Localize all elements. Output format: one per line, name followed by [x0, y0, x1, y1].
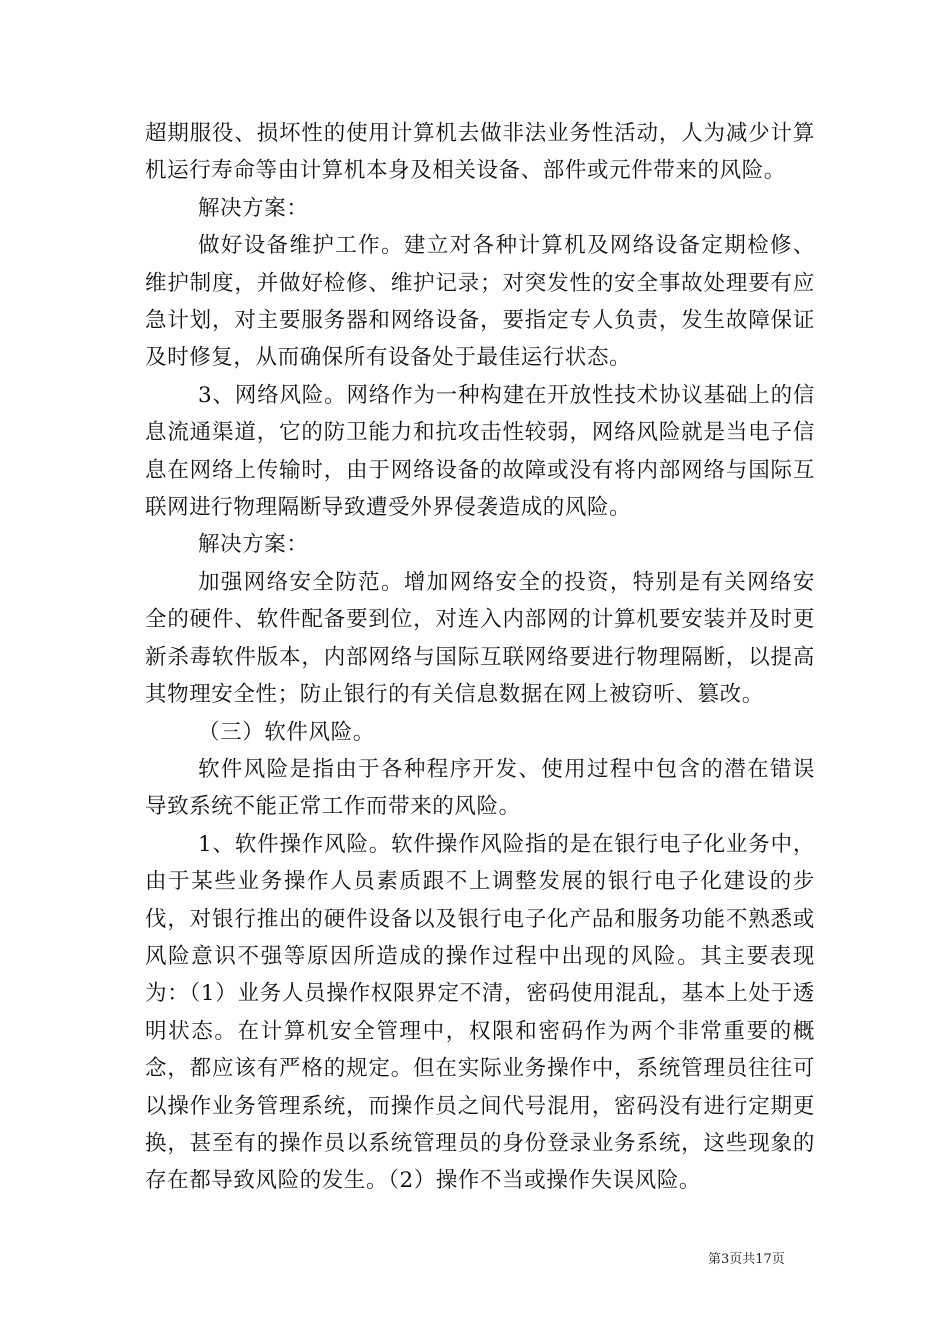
paragraph: 做好设备维护工作。建立对各种计算机及网络设备定期检修、维护制度，并做好检修、维护记录；对突发性的安全事故处理要有应急计划，对主要服务器和网络设备，要指定专人负责，发生故障保证及时修复，从而确保所有设备处于最佳运行状态。	[145, 233, 815, 371]
paragraph: 软件风险是指由于各种程序开发、使用过程中包含的潜在错误导致系统不能正常工作而带来的风险。	[145, 756, 815, 820]
paragraph: 3、网络风险。网络作为一种构建在开放性技术协议基础上的信息流通渠道，它的防卫能力和抗攻击性较弱，网络风险就是当电子信息在网络上传输时，由于网络设备的故障或没有将内部网络与国际互联网进行物理隔断导致遭受外界侵袭造成的风险。	[145, 382, 815, 521]
paragraph: 超期服役、损坏性的使用计算机去做非法业务性活动，人为减少计算机运行寿命等由计算机本身及相关设备、部件或元件带来的风险。	[145, 121, 815, 184]
page-number-footer: 第3页共17页	[708, 1252, 785, 1267]
section-heading: （三）软件风险。	[198, 719, 375, 745]
paragraph: 1、软件操作风险。软件操作风险指的是在银行电子化业务中，由于某些业务操作人员素质跟不上调整发展的银行电子化建设的步伐，对银行推出的硬件设备以及银行电子化产品和服务功能不熟悉或风险意识不强等原因所造成的操作过程中出现的风险。其主要表现为：（1）业务人员操作权限界定不清，密码使用混乱，基本上处于透明状态。在计算机安全管理中，权限和密码作为两个非常重要的概念，都应该有严格的规定。但在实际业务操作中，系统管理员往往可以操作业务管理系统，而操作员之间代号混用，密码没有进行定期更换，甚至有的操作员以系统管理员的身份登录业务系统，这些现象的存在都导致风险的发生。（2）操作不当或操作失误风险。	[145, 831, 815, 1194]
paragraph: 解决方案：	[198, 532, 309, 558]
paragraph: 加强网络安全防范。增加网络安全的投资，特别是有关网络安全的硬件、软件配备要到位，对连入内部网的计算机要安装并及时更新杀毒软件版本，内部网络与国际互联网络要进行物理隔断，以提高其物理安全性；防止银行的有关信息数据在网上被窃听、篡改。	[145, 569, 815, 708]
document-body	[145, 115, 815, 1200]
paragraph: 解决方案：	[198, 195, 309, 221]
